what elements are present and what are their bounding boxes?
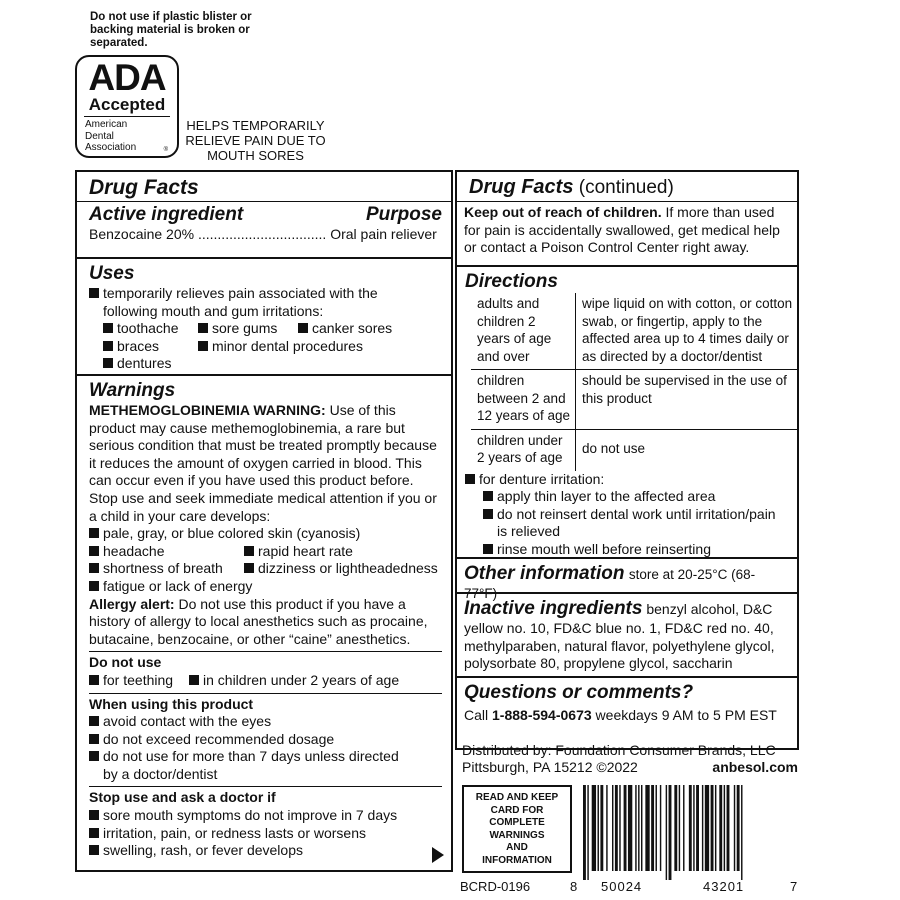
barcode-bar — [587, 785, 588, 880]
directions-table: adults and children 2 years of age and over wipe liquid on with cotton, or cotton swab, or fingertip, apply to the affected area up to 4 times daily or as directed by a doctor/dentist children between 2 and 12 years of age should be supervised in the use of this product children under 2 years of age do not use — [471, 293, 798, 471]
barcode-bar — [635, 785, 636, 871]
barcode-bar — [734, 785, 735, 871]
warnings-section: Warnings METHEMOGLOBINEMIA WARNING: Use of this product may cause methemoglobinemia, a rare but serious condition that must be treated promptly because it reduces the amount of oxygen carried in blood. This can occur even if you have used this product before. Stop use and seek immediate medical attention if you or a child in your care develops: pale, gray, or blue colored skin (cyanosis) headache rapid heart rate shortness of breath dizziness or lightheadedness fatigue or lack of energy Allergy alert: Do not use this product if you have a history of allergy to local anesthetics such as procaine, butacaine, benzocaine, or other “caine” anesthetics. Do not use for teething in children under 2 years of age When using this product avoid contact with the eyes do not exceed recommended dosage do not use for more than 7 days unless directed by a doctor/dentist Stop use and ask a doctor if sore mouth symptoms do not improve in 7 days irritation, pain, or redness lasts or worsens swelling, rash, or fever develops — [77, 376, 451, 871]
active-ingredient-heading: Active ingredient — [89, 204, 244, 225]
do-not-use-heading: Do not use — [89, 654, 162, 671]
barcode-group-2: 43201 — [703, 879, 745, 894]
barcode-bar — [641, 785, 642, 871]
active-ingredient-section — [77, 172, 451, 259]
barcode-bar — [702, 785, 703, 871]
barcode-bar — [737, 785, 740, 871]
product-code: BCRD-0196 — [460, 879, 531, 894]
inactive-ingredients-section: Inactive ingredients benzyl alcohol, D&C yellow no. 10, FD&C blue no. 1, FD&C red no. 40, methylparaben, natural flavor, polyethylene glycol, polysorbate 80, propylene glycol, saccharin — [457, 594, 797, 678]
barcode-bar — [727, 785, 730, 871]
warnings-heading: Warnings — [89, 380, 176, 401]
ada-org-name: American Dental Association — [85, 119, 137, 153]
barcode-bar — [656, 785, 657, 871]
ada-accepted: Accepted — [88, 95, 166, 114]
blister-warning: Do not use if plastic blister or backing material is broken or separated. — [90, 11, 252, 49]
active-ingredient-line: Benzocaine 20% ................................. Oral pain reliever — [89, 226, 437, 242]
barcode-bar — [693, 785, 694, 871]
phone-number: 1-888-594-0673 — [492, 707, 592, 723]
barcode-left-digit: 8 — [570, 879, 579, 894]
read-and-keep-notice: READ AND KEEP CARD FOR COMPLETE WARNINGS AND INFORMATION — [462, 785, 572, 873]
tagline: HELPS TEMPORARILY RELIEVE PAIN DUE TO MOUTH SORES — [185, 118, 326, 163]
ada-seal — [75, 55, 179, 158]
questions-section: Questions or comments? Call 1-888-594-0673 weekdays 9 AM to 5 PM EST — [464, 682, 777, 723]
barcode-bar — [669, 785, 672, 880]
barcode-bar — [683, 785, 684, 871]
registered-mark: ® — [163, 147, 168, 153]
continued-arrow-icon — [430, 845, 446, 865]
barcode-right-digit: 7 — [790, 879, 799, 894]
drug-facts-title: Drug Facts — [89, 176, 199, 199]
stop-use-heading: Stop use and ask a doctor if — [89, 789, 276, 806]
barcode-bar — [619, 785, 620, 871]
barcode-bar — [651, 785, 654, 871]
barcode-bar — [645, 785, 649, 871]
barcode-bar — [724, 785, 725, 871]
keep-out-section: Drug Facts (continued) Keep out of reach of children. If more than used for pain is accidentally swallowed, get medical help or contact a Poison Control Center right away. — [457, 172, 797, 267]
barcode-bar — [615, 785, 618, 871]
barcode-bar — [741, 785, 742, 880]
barcode-bar — [624, 785, 627, 871]
barcode-bar — [674, 785, 677, 871]
barcode-bar — [612, 785, 613, 871]
barcode-bar — [638, 785, 639, 871]
when-using-heading: When using this product — [89, 695, 254, 712]
allergy-alert: Allergy alert: Do not use this product if you have a history of allergy to local anesthetics such as procaine, butacaine, benzocaine, or other “caine” anesthetics. — [89, 595, 428, 647]
barcode-group-1: 50024 — [601, 879, 643, 894]
barcode-bar — [719, 785, 722, 871]
uses-section: Uses temporarily relieves pain associated with the following mouth and gum irritations: toothache sore gums canker sores braces minor dental procedures dentures — [77, 259, 451, 376]
barcode-bar — [696, 785, 699, 871]
barcode-bar — [606, 785, 607, 871]
ada-logo: ADA — [88, 57, 166, 98]
barcode-bar — [598, 785, 599, 871]
distributor-info: Distributed by: Foundation Consumer Brands, LLC Pittsburgh, PA 15212 ©2022 anbesol.com — [462, 742, 798, 775]
purpose-heading: Purpose — [365, 204, 442, 225]
website: anbesol.com — [712, 759, 798, 775]
barcode-bar — [711, 785, 714, 871]
barcode-bar — [583, 785, 586, 880]
drug-facts-continued-panel — [455, 170, 799, 750]
directions-heading: Directions — [465, 271, 558, 292]
directions-section: Directions adults and children 2 years of age and over wipe liquid on with cotton, or cotton swab, or fingertip, apply to the affected area up to 4 times daily or as directed by a doctor/dentist children between 2 and 12 years of age should be supervised in the use of this product children under 2 years of age do not use for denture irritation: apply thin layer to the affected area do not reinsert dental work until irritation/pain is relieved rinse mouth well before reinserting — [457, 267, 797, 559]
uses-heading: Uses — [89, 263, 135, 284]
barcode-bar — [679, 785, 680, 871]
barcode-bar — [705, 785, 709, 871]
methemoglobinemia-warning: METHEMOGLOBINEMIA WARNING: Use of this product may cause methemoglobinemia, a rare but serious condition that must be treated promptly because it reduces the amount of oxygen carried in blood. This can occur even if you have used this product before. Stop use and seek immediate medical attention if you or a child in your care develops: — [89, 402, 437, 524]
barcode-bar — [666, 785, 667, 880]
barcode-bar — [715, 785, 716, 871]
barcode — [583, 785, 793, 880]
other-information-section: Other information store at 20-25°C (68-77°F) — [457, 559, 797, 594]
barcode-bar — [600, 785, 603, 871]
barcode-bar — [592, 785, 596, 871]
barcode-bar — [689, 785, 692, 871]
barcode-bar — [628, 785, 632, 871]
drug-facts-panel — [75, 170, 453, 872]
barcode-bar — [660, 785, 661, 871]
